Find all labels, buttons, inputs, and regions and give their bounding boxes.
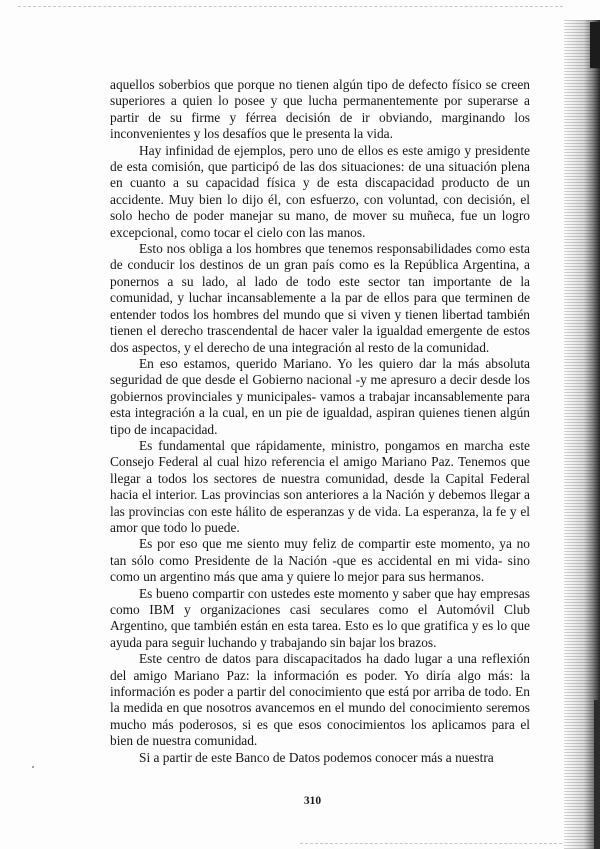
scan-edge-bar [594, 700, 600, 849]
scan-speck [32, 766, 34, 768]
scan-edge-tab [590, 22, 600, 68]
paragraph-8: Este centro de datos para discapacitados ha dado lugar a una reflexión del amigo Mariano Paz: la información es poder. Yo diría algo más: la información es poder a partir del conocimiento que está por arriba de todo. En la medida en que nosotros avancemos en el mundo del conocimiento seremos mucho más poderosos, si es que esos conocimientos los aplicamos para el bien de nuestra comunidad. [110, 651, 530, 749]
paragraph-1: aquellos soberbios que porque no tienen algún tipo de defecto físico se creen superiores a quien lo posee y que lucha permanentemente por superarse a partir de su firme y férrea decisión de ir obviando, marginando los inconvenientes y los desafíos que le presenta la vida. [110, 77, 530, 142]
paragraph-7: Es bueno compartir con ustedes este momento y saber que hay empresas como IBM y organizaciones casi seculares como el Automóvil Club Argentino, que también están en esta tarea. Esto es lo que gratifica y es lo que ayuda para seguir luchando y trabajando sin bajar los brazos. [110, 585, 530, 650]
page-number: 310 [303, 795, 322, 807]
paragraph-3: Esto nos obliga a los hombres que tenemos responsabilidades como esta de conducir los destinos de un gran país como es la República Argentina, a ponernos a su lado, al lado de todo este sector tan importante de la comunidad, y luchar incansablemente a la par de ellos para que terminen de entender todos los hombres del mundo que si viven y tienen libertad también tienen el derecho trascendental de hacer valer la igualdad emergente de estos dos aspectos, y el derecho de una integración al resto de la comunidad. [110, 241, 530, 355]
body-text [110, 77, 530, 766]
top-scan-artifact [18, 6, 563, 7]
paragraph-4: En eso estamos, querido Mariano. Yo les quiero dar la más absoluta seguridad de que desde el Gobierno nacional -y me apresuro a decir desde los gobiernos provinciales y municipales- vamos a trabajar incansablemente para esta integración a la cual, en un pie de igualdad, aspiran quienes tienen algún tipo de incapacidad. [110, 355, 530, 437]
paragraph-6: Es por eso que me siento muy feliz de compartir este momento, ya no tan sólo como Presidente de la Nación -que es accidental en mi vida- sino como un argentino más que ama y quiere lo mejor para sus hermanos. [110, 536, 530, 585]
paragraph-2: Hay infinidad de ejemplos, pero uno de ellos es este amigo y presidente de esta comisión, que participó de las dos situaciones: de una situación plena en cuanto a su capacidad física y de esta discapacidad producto de un accidente. Muy bien lo dijo él, con esfuerzo, con voluntad, con decisión, el solo hecho de poder manejar su mano, de mover su muñeca, fue un logro excepcional, como tocar el cielo con las manos. [110, 142, 530, 240]
bottom-scan-artifact [300, 843, 562, 844]
paragraph-5: Es fundamental que rápidamente, ministro, pongamos en marcha este Consejo Federal al cual hizo referencia el amigo Mariano Paz. Tenemos que llegar a todos los sectores de nuestra comunidad, desde la Capital Federal hacia el interior. Las provincias son anteriores a la Nación y debemos llegar a las provincias con este hálito de esperanzas y de vida. La esperanza, la fe y el amor que todo lo puede. [110, 437, 530, 535]
paragraph-9: Si a partir de este Banco de Datos podemos conocer más a nuestra [139, 749, 494, 765]
